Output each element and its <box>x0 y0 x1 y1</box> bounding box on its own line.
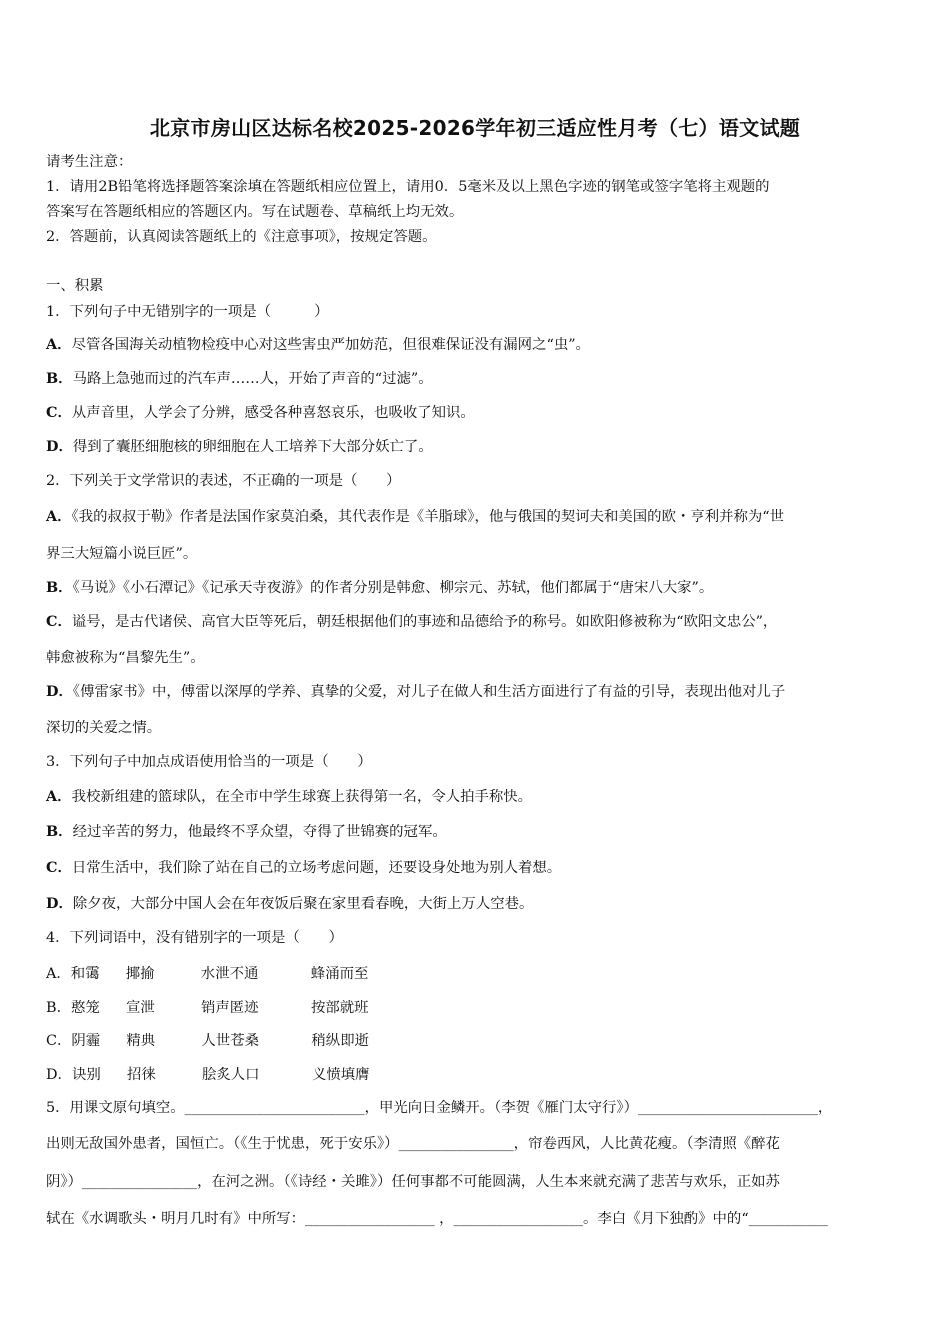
option-label: C． <box>46 404 72 421</box>
word: 和霭 <box>70 966 100 982</box>
word: 诀别 <box>71 1067 101 1083</box>
option-label: B． <box>46 823 73 840</box>
option-label: D． <box>46 438 73 455</box>
option-d-cont: 深切的关爱之情。 <box>46 720 162 736</box>
option-label: D． <box>46 1067 72 1083</box>
option-label: A． <box>46 966 71 982</box>
question-stem: 2．下列关于文学常识的表述，不正确的一项是（ ） <box>46 473 401 489</box>
notice-line: 1．请用2B铅笔将选择题答案涂填在答题纸相应位置上，请用0．5毫米及以上黑色字迹的钢笔或签字笔将主观题的 <box>46 179 770 195</box>
question-stem: 1．下列句子中无错别字的一项是（ ） <box>46 304 329 320</box>
option-text: 《马说》《小石潭记》《记承天寺夜游》的作者分别是韩愈、柳宗元、苏轼，他们都属于“唐宋八大家”。 <box>72 580 714 596</box>
word: 精典 <box>126 1033 156 1049</box>
word-row <box>46 1065 370 1085</box>
option-label: C． <box>46 1033 72 1049</box>
option-c-cont: 韩愈被称为“昌黎先生”。 <box>46 650 205 666</box>
word: 阴霾 <box>71 1033 101 1049</box>
option-text: 经过辛苦的努力，他最终不孚众望，夺得了世锦赛的冠军。 <box>72 824 447 840</box>
option-a-cont: 界三大短篇小说巨匠”。 <box>46 546 198 562</box>
option-label: A． <box>46 336 72 353</box>
word: 招徕 <box>126 1067 156 1083</box>
page-title: 北京市房山区达标名校2025-2026学年初三适应性月考（七）语文试题 <box>149 116 801 140</box>
word: 按部就班 <box>310 1000 369 1016</box>
option-label: C． <box>46 613 72 630</box>
option-label: A． <box>46 508 72 525</box>
fill-in-line: 5．用课文原句填空。_________________________，甲光向日金鳞开。（李贺《雁门太守行》）_________________________， <box>46 1100 833 1116</box>
word: 水泄不通 <box>200 966 259 982</box>
option-label: B． <box>46 579 73 596</box>
option-text: 马路上急弛而过的汽车声……人，开始了声音的“过滤”。 <box>72 371 433 387</box>
question-stem: 3．下列句子中加点成语使用恰当的一项是（ ） <box>46 754 372 770</box>
question-stem: 4．下列词语中，没有错别字的一项是（ ） <box>46 930 343 946</box>
option-c <box>46 612 777 632</box>
option-d <box>46 682 785 702</box>
notice-line: 2．答题前，认真阅读答题纸上的《注意事项》，按规定答题。 <box>46 229 437 245</box>
option-c <box>46 403 475 423</box>
fill-in-line: 出则无敌国外患者，国恒亡。（《生于忧患，死于安乐》）________________，帘卷西风，人比黄花瘦。（李清照《醉花 <box>46 1136 780 1152</box>
option-label: B． <box>46 1000 71 1016</box>
option-text: 我校新组建的篮球队，在全市中学生球赛上获得第一名，令人拍手称快。 <box>71 789 533 805</box>
notice-line: 答案写在答题纸相应的答题区内。写在试题卷、草稿纸上均无效。 <box>46 204 464 220</box>
option-label: D． <box>46 683 73 700</box>
option-text: 日常生活中，我们除了站在自己的立场考虑问题，还要设身处地为别人着想。 <box>71 860 562 876</box>
word: 宣泄 <box>125 1000 155 1016</box>
option-label: D． <box>46 895 73 912</box>
option-d <box>46 437 433 457</box>
word-row <box>46 998 369 1018</box>
option-b <box>46 369 433 389</box>
option-text: 除夕夜，大部分中国人会在年夜饭后聚在家里看春晚，大街上万人空巷。 <box>72 896 534 912</box>
word: 蜂涌而至 <box>310 966 369 982</box>
option-label: C． <box>46 859 72 876</box>
option-b <box>46 578 713 598</box>
section-heading: 一、积累 <box>46 278 104 294</box>
option-label: B． <box>46 370 73 387</box>
option-b <box>46 822 447 842</box>
notice-heading: 请考生注意： <box>46 154 133 170</box>
option-text: 尽管各国海关动植物检疫中心对这些害虫严加妨范，但很难保证没有漏网之“虫”。 <box>71 337 590 353</box>
option-label: A． <box>46 788 72 805</box>
fill-in-line: 轼在《水调歌头・明月几时有》中所写：__________________ ，__________________。李白《月下独酌》中的“___________ <box>46 1211 828 1227</box>
word: 憨笼 <box>70 1000 100 1016</box>
word: 人世苍桑 <box>201 1033 259 1049</box>
word-row <box>46 1031 369 1051</box>
option-a <box>46 335 590 355</box>
option-a <box>46 507 784 527</box>
word: 揶揄 <box>125 966 155 982</box>
option-text: 《傅雷家书》中，傅雷以深厚的学养、真挚的父爱，对儿子在做人和生活方面进行了有益的引导，表现出他对儿子 <box>72 684 786 700</box>
option-d <box>46 894 533 914</box>
word-row <box>46 964 368 984</box>
word: 脍炙人口 <box>201 1067 260 1083</box>
option-a <box>46 787 532 807</box>
option-text: 《我的叔叔于勒》作者是法国作家莫泊桑，其代表作是《羊脂球》，他与俄国的契诃夫和美国的欧・亨利并称为“世 <box>71 509 785 525</box>
fill-in-line: 阴》）________________，在河之洲。（《诗经・关雎》）任何事都不可能圆满，人生本来就充满了悲苦与欢乐，正如苏 <box>46 1174 780 1190</box>
word: 销声匿迹 <box>200 1000 259 1016</box>
word: 稍纵即逝 <box>311 1033 369 1049</box>
option-text: 谥号，是古代诸侯、高官大臣等死后，朝廷根据他们的事迹和品德给予的称号。如欧阳修被称为“欧阳文忠公”， <box>71 614 778 630</box>
word: 义愤填膺 <box>311 1067 370 1083</box>
option-text: 得到了囊胚细胞核的卵细胞在人工培养下大部分妖亡了。 <box>72 439 433 455</box>
option-text: 从声音里，人学会了分辨，感受各种喜怒哀乐，也吸收了知识。 <box>71 405 475 421</box>
option-c <box>46 858 561 878</box>
